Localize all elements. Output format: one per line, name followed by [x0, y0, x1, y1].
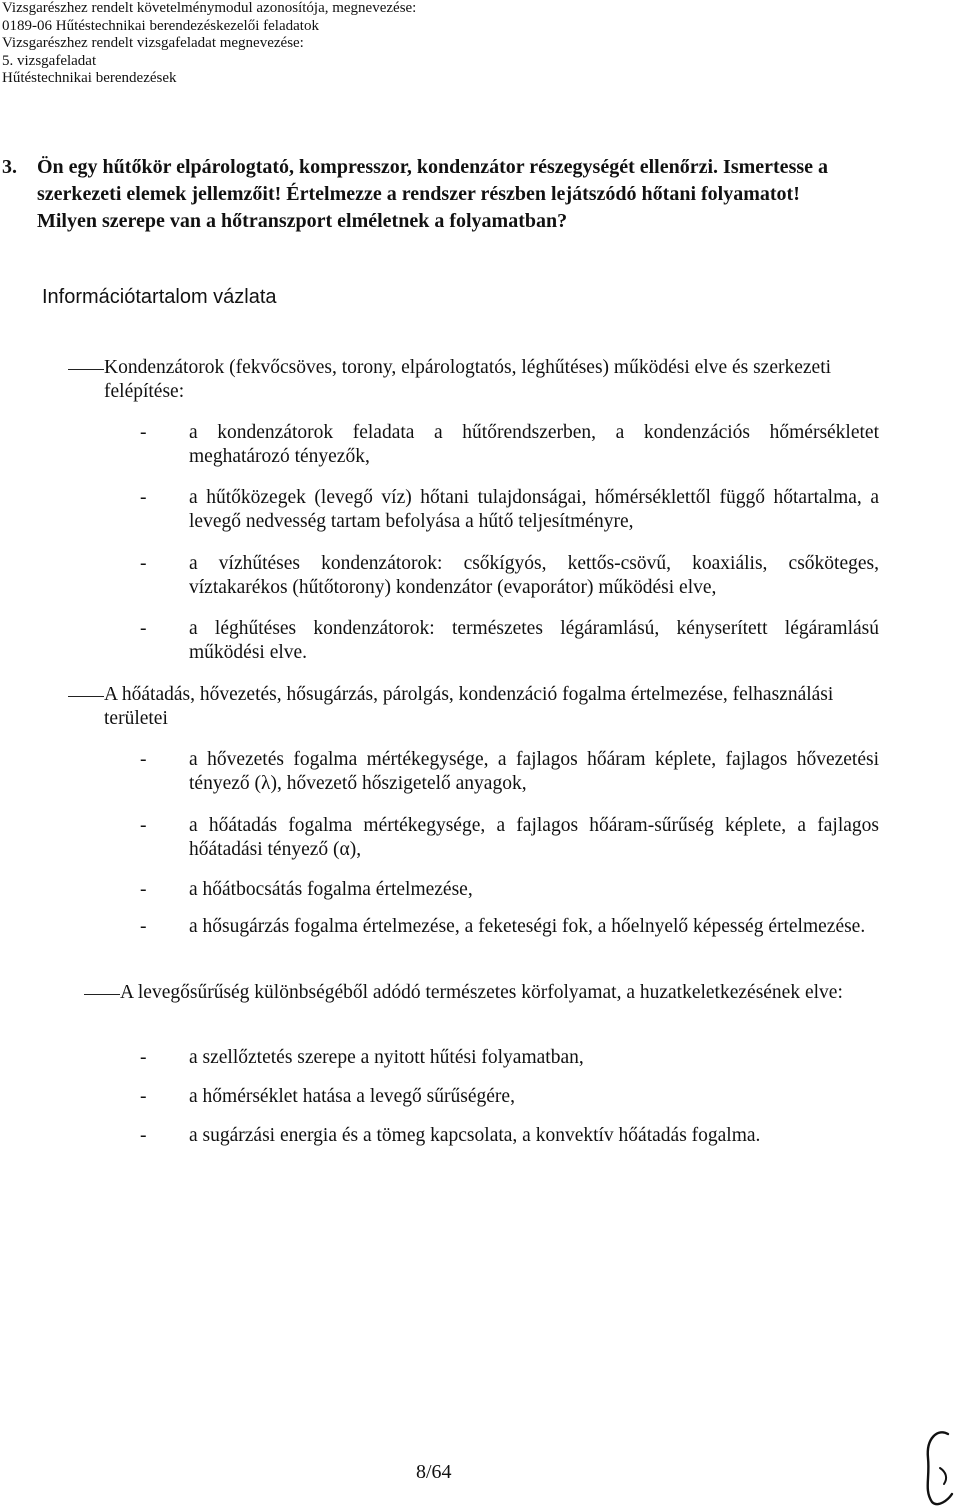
item-text: a vízhűtéses kondenzátorok: csőkígyós, kettős-csövű, koaxiális, csőköteges, víztakarékos (hűtőtorony) kondenzátor (evaporátor) működési elve, — [189, 553, 879, 598]
question — [2, 154, 852, 235]
item-text: a kondenzátorok feladata a hűtőrendszerben, a kondenzációs hőmérsékletet meghatározó tényezők, — [189, 422, 879, 467]
item-bullet: - — [140, 1086, 147, 1107]
header-line: 5. vizsgafeladat — [2, 52, 97, 69]
item-text: a léghűtéses kondenzátorok: természetes légáramlású, kényserített légáramlású működési elve. — [189, 618, 879, 663]
item-bullet: - — [140, 1125, 147, 1146]
signature-mark — [918, 1428, 958, 1508]
item-bullet: - — [140, 1047, 147, 1068]
section-dash — [84, 994, 120, 995]
item-text: a hűtőközegek (levegő víz) hőtani tulajdonságai, hőmérséklettől függő hőtartalma, a levegő nedvesség tartam befolyása a hűtő teljesítményre, — [189, 487, 879, 532]
question-number: 3. — [2, 156, 17, 178]
outline-heading: Információtartalom vázlata — [42, 286, 277, 308]
header-line: Vizsgarészhez rendelt vizsgafeladat megnevezése: — [2, 35, 304, 52]
item-bullet: - — [140, 815, 147, 836]
item-text: a szellőztetés szerepe a nyitott hűtési folyamatban, — [189, 1047, 584, 1068]
header-line: 0189-06 Hűtéstechnikai berendezéskezelői feladatok — [2, 17, 319, 34]
item-bullet: - — [140, 618, 147, 639]
item-bullet: - — [140, 422, 147, 443]
item-text: a hőátadás fogalma mértékegysége, a fajlagos hőáram-sűrűség képlete, a fajlagos hőátadási tényező (α), — [189, 815, 879, 860]
item-bullet: - — [140, 749, 147, 770]
page-number: 8/64 — [416, 1461, 452, 1483]
item-bullet: - — [140, 879, 147, 900]
header-line: Hűtéstechnikai berendezések — [2, 70, 177, 87]
item-text: a sugárzási energia és a tömeg kapcsolata, a konvektív hőátadás fogalma. — [189, 1125, 761, 1146]
section-dash — [68, 369, 104, 370]
question-text: Ön egy hűtőkör elpárologtató, kompresszor, kondenzátor részegységét ellenőrzi. Ismertesse a szerkezeti elemek jellemzőit! Értelmezze a rendszer részben lejátszódó hőtani folyamatot! Milyen szerepe van a hőtranszport elméletnek a folyamatban? — [37, 156, 829, 232]
item-bullet: - — [140, 916, 147, 937]
section-dash — [68, 696, 104, 697]
item-text: a hővezetés fogalma mértékegysége, a fajlagos hőáram képlete, fajlagos hővezetési tényező (λ), hővezető hőszigetelő anyagok, — [189, 749, 879, 794]
header-line: Vizsgarészhez rendelt követelménymodul azonosítója, megnevezése: — [2, 0, 417, 16]
section-title: A hőátadás, hővezetés, hősugárzás, párolgás, kondenzáció fogalma értelmezése, felhasználási területei — [104, 684, 834, 729]
page-header — [2, 0, 416, 88]
item-bullet: - — [140, 487, 147, 508]
item-text: a hőátbocsátás fogalma értelmezése, — [189, 879, 473, 900]
item-text: a hősugárzás fogalma értelmezése, a feketeségi fok, a hőelnyelő képesség értelmezése. — [189, 916, 866, 937]
section-title: Kondenzátorok (fekvőcsöves, torony, elpárologtatós, léghűtéses) működési elve és szerkezeti felépítése: — [104, 357, 832, 402]
section-title: A levegősűrűség különbségéből adódó természetes körfolyamat, a huzatkeletkezésének elve: — [120, 982, 843, 1003]
item-bullet: - — [140, 553, 147, 574]
item-text: a hőmérséklet hatása a levegő sűrűségére, — [189, 1086, 515, 1107]
